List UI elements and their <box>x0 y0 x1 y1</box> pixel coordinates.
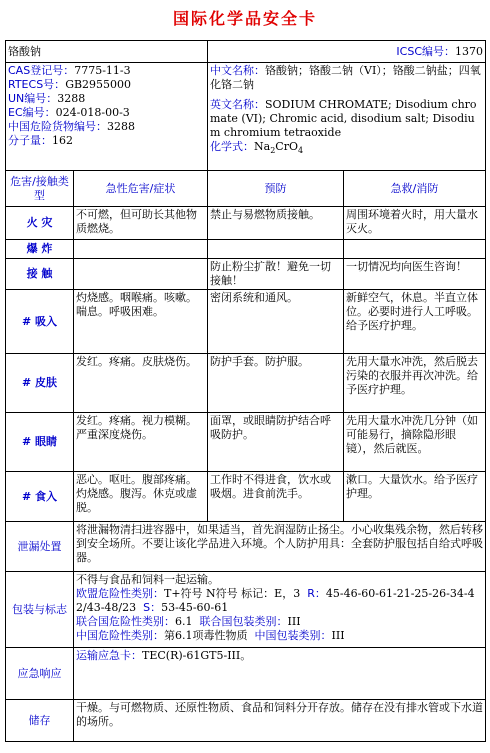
row-hazard: 恶心。呕吐。腹部疼痛。灼烧感。腹泻。休克或虚脱。 <box>74 472 208 522</box>
cas-number: CAS登记号：7775-11-3 <box>8 64 131 77</box>
leak-text: 将泄漏物清扫进容器中，如果适当，首先润湿防止扬尘。小心收集残余物，然后转移到安全场所。不要让该化学品进入环境。个人防护用具：全套防护服包括自给式呼吸器。 <box>74 522 486 572</box>
leak-label: 泄漏处置 <box>6 522 74 572</box>
chemical-formula: 化学式：$Na_2CrO_4$ <box>210 140 304 156</box>
row-hazard: 不可燃，但可助长其他物质燃烧。 <box>74 207 208 240</box>
table-row <box>6 240 486 259</box>
row-hazard: 发红。疼痛。皮肤烧伤。 <box>74 354 208 413</box>
row-type: 爆 炸 <box>6 240 74 259</box>
row-prevention: 防护手套。防护服。 <box>208 354 344 413</box>
row-hazard: 灼烧感。咽喉痛。咳嗽。喘息。呼吸困难。 <box>74 290 208 354</box>
chemical-name: 铬酸钠 <box>6 41 208 63</box>
table-row <box>6 259 486 290</box>
name-block <box>208 63 486 171</box>
table-row <box>6 207 486 240</box>
row-first-aid <box>344 240 486 259</box>
un-number: UN编号：3288 <box>8 92 86 105</box>
row-prevention <box>208 240 344 259</box>
packaging-text: 不得与食品和饲料一起运输。 欧盟危险性类别：T+符号 N符号 标记：E，3 R：45-46-60-61-21-25-26-34-42/43-48/23 S：53-45-60-61 联合国危险性类别：6.1 联合国包装类别：III 中国危险性类别：第6.1项毒性物质 中国包装类别：III <box>74 572 486 648</box>
row-type: # 吸入 <box>6 290 74 354</box>
row-first-aid: 一切情况均向医生咨询！ <box>344 259 486 290</box>
card-title: 国际化学品安全卡 <box>172 9 317 28</box>
row-first-aid: 周围环境着火时，用大量水灭火。 <box>344 207 486 240</box>
storage-label: 储存 <box>6 700 74 742</box>
table-row <box>6 354 486 413</box>
row-prevention: 禁止与易燃物质接触。 <box>208 207 344 240</box>
molecular-weight: 分子量：162 <box>8 134 73 147</box>
row-hazard: 发红。疼痛。视力模糊。严重深度烧伤。 <box>74 413 208 472</box>
emergency-text: 运输应急卡：TEC(R)-61GT5-III。 <box>74 648 486 700</box>
row-hazard <box>74 240 208 259</box>
row-first-aid: 先用大量水冲洗，然后脱去污染的衣服并再次冲洗。给予医疗护理。 <box>344 354 486 413</box>
column-header-type: 危害/接触类型 <box>6 171 74 207</box>
rtecs-number: RTECS号：GB2955000 <box>8 78 132 91</box>
row-first-aid: 新鲜空气，休息。半直立体位。必要时进行人工呼吸。给予医疗护理。 <box>344 290 486 354</box>
storage-text: 干燥。与可燃物质、还原性物质、食品和饲料分开存放。储存在没有排水管或下水道的场所。 <box>74 700 486 742</box>
row-first-aid: 漱口。大量饮水。给予医疗护理。 <box>344 472 486 522</box>
cn-dangerous-goods-number: 中国危险货物编号：3288 <box>8 120 135 133</box>
row-type: 接 触 <box>6 259 74 290</box>
column-header-prevention: 预防 <box>208 171 344 207</box>
row-prevention: 工作时不得进食，饮水或吸烟。进食前洗手。 <box>208 472 344 522</box>
chinese-name: 中文名称：铬酸钠；铬酸二钠（VI）；铬酸二钠盐；四氧化铬二钠 <box>210 64 481 91</box>
row-type: # 皮肤 <box>6 354 74 413</box>
packaging-label: 包装与标志 <box>6 572 74 648</box>
identifier-block <box>6 63 208 171</box>
row-type: 火 灾 <box>6 207 74 240</box>
row-prevention: 防止粉尘扩散！避免一切接触！ <box>208 259 344 290</box>
row-first-aid: 先用大量水冲洗几分钟（如可能易行，摘除隐形眼镜），然后就医。 <box>344 413 486 472</box>
emergency-label: 应急响应 <box>6 648 74 700</box>
icsc-number: ICSC编号：1370 <box>208 41 486 63</box>
table-row <box>6 413 486 472</box>
english-name: 英文名称：SODIUM CHROMATE; Disodium chromate (VI); Chromic acid, disodium salt; Disodium chromium tetraoxide <box>210 98 477 139</box>
table-row <box>6 290 486 354</box>
row-type: # 食入 <box>6 472 74 522</box>
safety-card-table <box>5 40 486 742</box>
column-header-hazard: 急性危害/症状 <box>74 171 208 207</box>
column-header-first-aid: 急救/消防 <box>344 171 486 207</box>
row-type: # 眼睛 <box>6 413 74 472</box>
row-prevention: 面罩，或眼睛防护结合呼吸防护。 <box>208 413 344 472</box>
ec-number: EC编号：024-018-00-3 <box>8 106 130 119</box>
table-row <box>6 472 486 522</box>
row-hazard <box>74 259 208 290</box>
row-prevention: 密闭系统和通风。 <box>208 290 344 354</box>
